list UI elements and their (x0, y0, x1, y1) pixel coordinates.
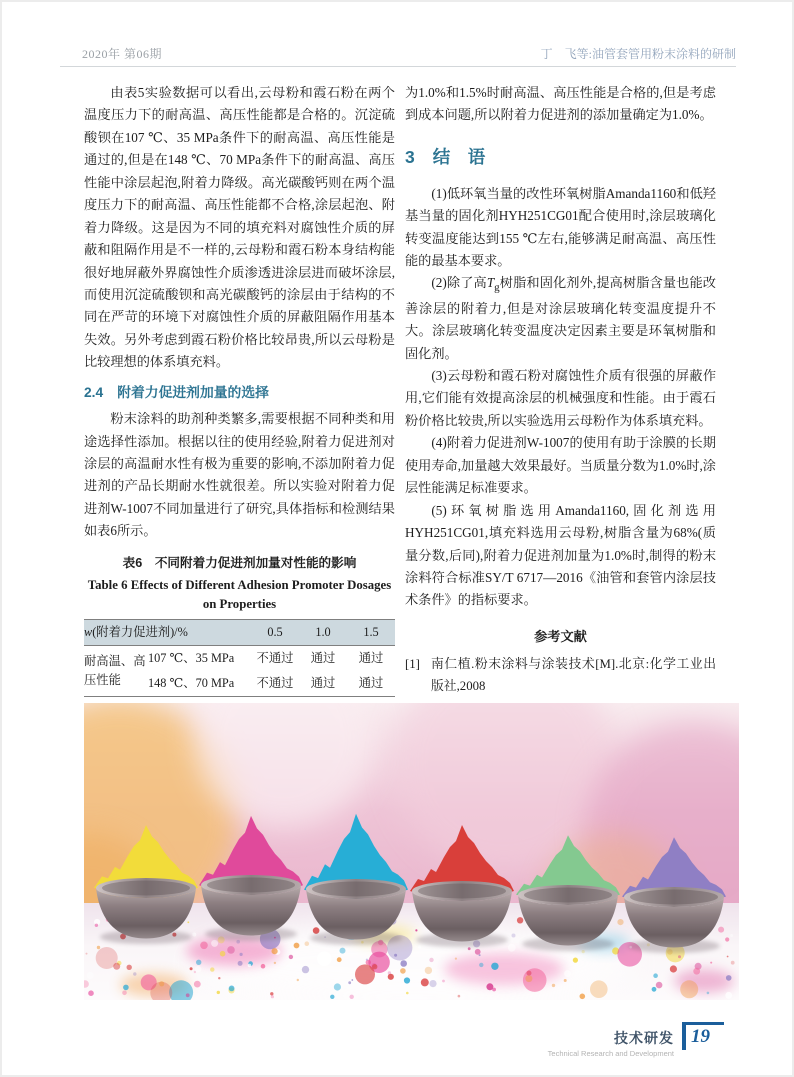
figure-photo (84, 703, 739, 1000)
body-paragraph: 粉末涂料的助剂种类繁多,需要根据不同种类和用途选择性添加。根据以往的使用经验,附着力促进剂对涂层的高温耐水性有极为重要的影响,不添加附着力促进剂的产品长期耐水性就很差。所以实验对附着力促进剂W-1007不同加量进行了研究,具体指标和检测结果如表6所示。 (84, 411, 395, 539)
row-group-label: 耐高温、高压性能 (84, 654, 146, 688)
conclusion-2: (2)除了高$T_g$树脂和固化剂外,提高树脂含量也能改善涂层的附着力,但是对涂层玻璃化转变温度提升不大。涂层玻璃化转变温度决定因素主要是环氧树脂和固化剂。 (405, 275, 716, 361)
table-col-05: 0.5 (251, 620, 299, 646)
left-column (84, 82, 395, 751)
running-title: 丁 飞等:油管套管用粉末涂料的研制 (540, 47, 736, 61)
condition-cell: 107 ℃、35 MPa (148, 651, 235, 666)
reference-text: 南仁植.粉末涂料与涂装技术[M].北京:化学工业出版社,2008 (431, 657, 716, 694)
table-caption-cn: 表6 不同附着力促进剂加量对性能的影响 (122, 555, 357, 570)
page-number: 19 (691, 1026, 710, 1047)
body-paragraph: 由表5实验数据可以看出,云母粉和霞石粉在两个温度压力下的耐高温、高压性能都是合格的。沉淀硫酸钡在107 ℃、35 MPa条件下的耐高温、高压性能是通过的,但是在148 ℃、70 MPa条件下的耐高温、高压性能中涂层起泡,附着力降级。高光碳酸钙则在两个温度压力下的耐高温、高压性能都不合格,涂层起泡、附着力降级。这是因为不同的填充料对腐蚀性介质的屏蔽和阻隔作用是不一样的,云母粉和霞石粉本身结构能很好地屏蔽外界腐蚀性介质渗透进涂层进而破坏涂层,而使用沉淀硫酸钡和高光碳酸钙的涂层由于结构的不同在严苛的环境下对腐蚀性介质的屏蔽阻隔作用基本失效。另外考虑到霞石粉价格比较昂贵,所以云母粉是比较理想的体系填充料。 (84, 85, 395, 370)
right-column (405, 82, 716, 751)
section-heading-2-4 (84, 381, 395, 404)
footer-section-en: Technical Research and Development (547, 1049, 674, 1058)
two-column-body (84, 82, 716, 751)
conclusion-4: (4)附着力促进剂W-1007的使用有助于涂膜的长期使用寿命,加量越大效果最好。当质量分数为1.0%时,涂层性能满足标准要求。 (405, 435, 716, 496)
value-cell: 不通过 (256, 651, 294, 666)
table-6 (84, 619, 395, 697)
badge-bar (682, 1025, 686, 1050)
powder-bowls-illustration (84, 703, 739, 1000)
references-heading: 参考文献 (534, 628, 587, 644)
table-col-10: 1.0 (299, 620, 347, 646)
section-number: 3 (405, 146, 415, 167)
conclusion-5: (5)环氧树脂选用Amanda1160,固化剂选用HYH251CG01,填充料选用云母粉,树脂含量为68%(质量分数,后同),附着力促进剂加量为1.0%时,制得的粉末涂料符合标准SY/T 6717—2016《油管和套管内涂层技术条件》的指标要求。 (405, 502, 716, 608)
body-paragraph: 为1.0%和1.5%时耐高温、高压性能是合格的,但是考虑到成本问题,所以附着力促进剂的添加量确定为1.0%。 (405, 85, 716, 123)
conclusion-1: (1)低环氧当量的改性环氧树脂Amanda1160和低羟基当量的固化剂HYH251CG01配合使用时,涂层玻璃化转变温度能达到155 ℃左右,能够满足耐高温、高压性能的最基本要求。 (405, 185, 716, 268)
value-cell: 通过 (310, 676, 336, 691)
value-cell: 不通过 (256, 676, 294, 691)
value-cell: 通过 (358, 676, 384, 691)
footer-section-cn: 技术研发 (614, 1030, 674, 1046)
conclusion-3: (3)云母粉和霞石粉对腐蚀性介质有很强的屏蔽作用,它们能有效提高涂层的机械强度和性能。由于霞石粉价格比较贵,所以实验选用云母粉作为体系填充料。 (405, 368, 716, 428)
reference-label: [1] (405, 657, 420, 672)
value-cell: 通过 (310, 651, 336, 666)
issue-label: 2020年 第06期 (82, 47, 163, 61)
table-col-15: 1.5 (347, 620, 395, 646)
section-title: 结 语 (432, 146, 486, 167)
condition-cell: 148 ℃、70 MPa (148, 676, 235, 691)
page-number-badge (682, 1022, 724, 1057)
section-title: 附着力促进剂加量的选择 (117, 384, 269, 400)
table-caption-en: Table 6 Effects of Different Adhesion Promoter Dosages on Properties (87, 578, 392, 611)
table-header-row (84, 620, 395, 646)
table-header-label: w(附着力促进剂)/% (84, 620, 251, 646)
page-header (60, 40, 736, 67)
section-heading-3 (405, 143, 716, 173)
tg-symbol: T (486, 275, 495, 291)
value-cell: 通过 (358, 651, 384, 666)
section-number: 2.4 (84, 384, 104, 400)
page-footer (548, 1022, 724, 1058)
table-row (84, 646, 395, 672)
reference-item (405, 654, 716, 698)
